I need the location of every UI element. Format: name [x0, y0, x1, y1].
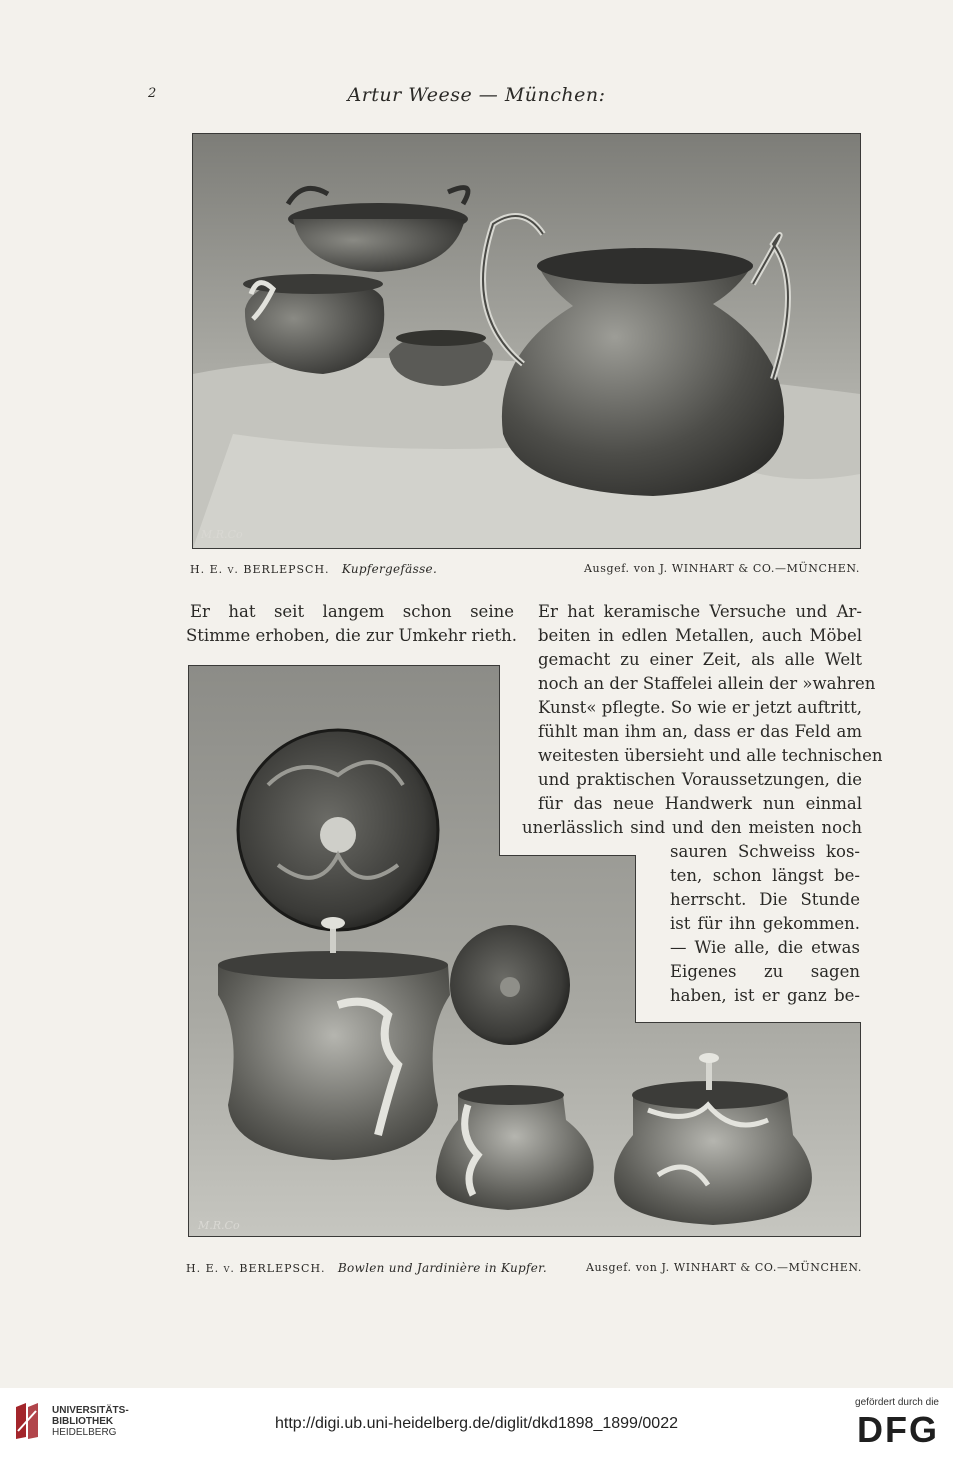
- text-narrow-line-4: ist für ihn gekommen.: [670, 914, 860, 933]
- caption-bottom-credit: Ausgef. von J. WINHART & CO.—MÜNCHEN.: [586, 1261, 862, 1274]
- text-narrow-line-1: sauren Schweiss kos-: [670, 842, 860, 861]
- photo-copper-vessels: [192, 133, 861, 549]
- permalink-url[interactable]: http://digi.ub.uni-heidelberg.de/diglit/dkd1898_1899/0022: [275, 1415, 678, 1432]
- caption-bottom-author: H. E. v. BERLEPSCH.: [186, 1262, 326, 1275]
- text-left-line-2: Stimme erhoben, die zur Umkehr rieth.: [186, 626, 517, 645]
- text-right-line-1: Er hat keramische Versuche und Ar-: [538, 602, 862, 621]
- text-right-line-2: beiten in edlen Metallen, auch Möbel: [538, 626, 862, 645]
- text-right-line-5: Kunst« pflegte. So wie er jetzt auftritt,: [538, 698, 862, 717]
- copper-vessels-illustration: [193, 134, 860, 548]
- text-narrow-line-6: Eigenes zu sagen: [670, 962, 860, 981]
- text-right-line-10: unerlässlich sind und den meisten noch: [522, 818, 862, 837]
- text-right-line-3: gemacht zu einer Zeit, als alle Welt: [538, 650, 862, 669]
- page-number: 2: [148, 86, 157, 101]
- text-right-line-6: fühlt man ihm an, dass er das Feld am: [538, 722, 862, 741]
- caption-top-credit: Ausgef. von J. WINHART & CO.—MÜNCHEN.: [584, 562, 860, 575]
- running-title: Artur Weese — München:: [347, 84, 606, 106]
- text-narrow-line-2: ten, schon längst be-: [670, 866, 860, 885]
- text-narrow-line-7: haben, ist er ganz be-: [670, 986, 860, 1005]
- engraver-mark-bottom: M.R.Co: [198, 1219, 240, 1232]
- text-narrow-line-3: herrscht. Die Stunde: [670, 890, 860, 909]
- text-right-line-7: weitesten übersieht und alle technischen: [538, 746, 883, 765]
- text-right-line-4: noch an der Staffelei allein der »wahren: [538, 674, 876, 693]
- caption-bottom-title: Bowlen und Jardinière in Kupfer.: [337, 1261, 548, 1275]
- caption-top: [190, 562, 860, 576]
- text-left-line-1: Er hat seit langem schon seine: [190, 602, 514, 621]
- text-right-line-9: für das neue Handwerk nun einmal: [538, 794, 862, 813]
- library-name-line-2: BIBLIOTHEK: [52, 1416, 114, 1427]
- text-right-line-8: und praktischen Voraussetzungen, die: [538, 770, 862, 789]
- caption-top-author: H. E. v. BERLEPSCH.: [190, 563, 330, 576]
- library-name-line-1: UNIVERSITÄTS-: [52, 1405, 129, 1416]
- caption-top-title: Kupfergefässe.: [341, 562, 438, 576]
- dfg-logo[interactable]: DFG: [857, 1409, 939, 1450]
- digitization-footer: [0, 1388, 953, 1457]
- funder-note: gefördert durch die: [855, 1397, 939, 1408]
- photo-bowls-jardiniere: [188, 665, 883, 1237]
- bowls-jardiniere-illustration: [188, 665, 883, 1237]
- engraver-mark: M.R.Co: [201, 528, 243, 541]
- library-name-line-3: HEIDELBERG: [52, 1427, 117, 1438]
- caption-bottom: [186, 1261, 862, 1275]
- text-narrow-line-5: — Wie alle, die etwas: [670, 938, 860, 957]
